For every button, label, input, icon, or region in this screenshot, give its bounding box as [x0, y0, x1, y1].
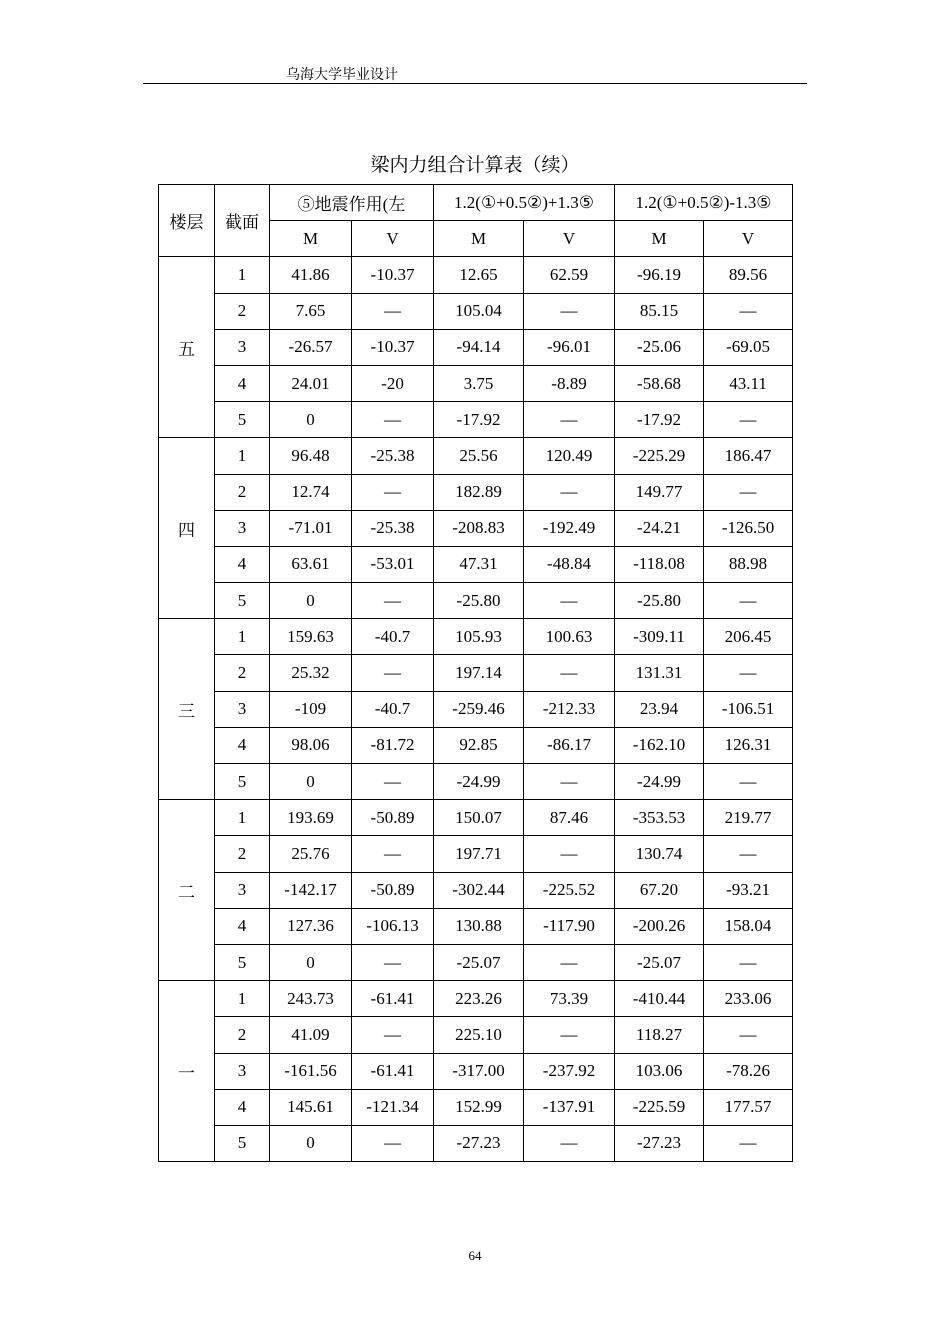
- section-number-cell: 1: [215, 438, 270, 474]
- value-cell: 159.63: [270, 619, 352, 655]
- value-cell: 225.10: [434, 1017, 524, 1053]
- value-cell: —: [704, 944, 793, 980]
- value-cell: -106.51: [704, 691, 793, 727]
- col-group-combo-minus: 1.2(①+0.5②)-1.3⑤: [615, 185, 793, 221]
- value-cell: —: [524, 944, 615, 980]
- section-number-cell: 3: [215, 329, 270, 365]
- value-cell: -237.92: [524, 1053, 615, 1089]
- table-row: [159, 1053, 793, 1089]
- value-cell: -200.26: [615, 908, 704, 944]
- section-number-cell: 2: [215, 474, 270, 510]
- value-cell: -71.01: [270, 510, 352, 546]
- value-cell: 149.77: [615, 474, 704, 510]
- table-row: [159, 981, 793, 1017]
- value-cell: —: [524, 293, 615, 329]
- section-number-cell: 2: [215, 293, 270, 329]
- value-cell: —: [524, 836, 615, 872]
- section-number-cell: 4: [215, 365, 270, 401]
- value-cell: —: [352, 293, 434, 329]
- value-cell: —: [704, 474, 793, 510]
- value-cell: 197.14: [434, 655, 524, 691]
- value-cell: -58.68: [615, 365, 704, 401]
- table-row: [159, 438, 793, 474]
- table-row: [159, 293, 793, 329]
- value-cell: -118.08: [615, 546, 704, 582]
- value-cell: 62.59: [524, 257, 615, 293]
- section-number-cell: 4: [215, 727, 270, 763]
- table-row: [159, 619, 793, 655]
- value-cell: 105.93: [434, 619, 524, 655]
- value-cell: 25.76: [270, 836, 352, 872]
- value-cell: -208.83: [434, 510, 524, 546]
- value-cell: -309.11: [615, 619, 704, 655]
- value-cell: -142.17: [270, 872, 352, 908]
- value-cell: 0: [270, 1125, 352, 1161]
- section-number-cell: 3: [215, 510, 270, 546]
- value-cell: -17.92: [615, 402, 704, 438]
- table-row: [159, 1125, 793, 1161]
- col-header-floor: 楼层: [159, 185, 215, 257]
- table-row: [159, 510, 793, 546]
- table-row: [159, 691, 793, 727]
- section-number-cell: 2: [215, 836, 270, 872]
- value-cell: -8.89: [524, 365, 615, 401]
- value-cell: 92.85: [434, 727, 524, 763]
- section-number-cell: 5: [215, 583, 270, 619]
- value-cell: -25.07: [434, 944, 524, 980]
- value-cell: —: [352, 655, 434, 691]
- value-cell: -225.59: [615, 1089, 704, 1125]
- value-cell: 158.04: [704, 908, 793, 944]
- value-cell: 3.75: [434, 365, 524, 401]
- value-cell: 105.04: [434, 293, 524, 329]
- table-row: [159, 257, 793, 293]
- section-number-cell: 4: [215, 908, 270, 944]
- table-row: [159, 872, 793, 908]
- value-cell: -93.21: [704, 872, 793, 908]
- value-cell: —: [704, 402, 793, 438]
- value-cell: 41.09: [270, 1017, 352, 1053]
- value-cell: -106.13: [352, 908, 434, 944]
- value-cell: —: [352, 764, 434, 800]
- value-cell: 197.71: [434, 836, 524, 872]
- value-cell: -20: [352, 365, 434, 401]
- table-row: [159, 655, 793, 691]
- value-cell: -24.99: [434, 764, 524, 800]
- value-cell: 88.98: [704, 546, 793, 582]
- value-cell: -26.57: [270, 329, 352, 365]
- table-row: [159, 800, 793, 836]
- beam-force-combination-table: [158, 184, 793, 1162]
- table-row: [159, 329, 793, 365]
- value-cell: 120.49: [524, 438, 615, 474]
- value-cell: 182.89: [434, 474, 524, 510]
- section-number-cell: 1: [215, 619, 270, 655]
- section-number-cell: 3: [215, 872, 270, 908]
- sub-header-v: V: [704, 221, 793, 257]
- value-cell: -25.80: [434, 583, 524, 619]
- value-cell: -162.10: [615, 727, 704, 763]
- value-cell: 12.65: [434, 257, 524, 293]
- value-cell: -50.89: [352, 800, 434, 836]
- value-cell: -69.05: [704, 329, 793, 365]
- value-cell: —: [524, 655, 615, 691]
- table-row: [159, 474, 793, 510]
- table-row: [159, 546, 793, 582]
- floor-label: 四: [159, 438, 215, 619]
- value-cell: 130.88: [434, 908, 524, 944]
- value-cell: -94.14: [434, 329, 524, 365]
- value-cell: 206.45: [704, 619, 793, 655]
- value-cell: 85.15: [615, 293, 704, 329]
- value-cell: -25.80: [615, 583, 704, 619]
- value-cell: -53.01: [352, 546, 434, 582]
- value-cell: -40.7: [352, 691, 434, 727]
- value-cell: 100.63: [524, 619, 615, 655]
- value-cell: -61.41: [352, 981, 434, 1017]
- value-cell: —: [524, 1125, 615, 1161]
- value-cell: 118.27: [615, 1017, 704, 1053]
- value-cell: —: [524, 1017, 615, 1053]
- value-cell: —: [352, 474, 434, 510]
- table-title: 梁内力组合计算表（续）: [370, 155, 580, 176]
- section-number-cell: 1: [215, 257, 270, 293]
- value-cell: -117.90: [524, 908, 615, 944]
- page-number: 64: [468, 1248, 482, 1263]
- value-cell: -25.06: [615, 329, 704, 365]
- value-cell: -161.56: [270, 1053, 352, 1089]
- value-cell: -96.19: [615, 257, 704, 293]
- value-cell: -25.07: [615, 944, 704, 980]
- table-body: [159, 257, 793, 1162]
- value-cell: 223.26: [434, 981, 524, 1017]
- value-cell: -24.99: [615, 764, 704, 800]
- value-cell: -109: [270, 691, 352, 727]
- section-number-cell: 4: [215, 546, 270, 582]
- value-cell: 96.48: [270, 438, 352, 474]
- value-cell: 127.36: [270, 908, 352, 944]
- table-row: [159, 727, 793, 763]
- value-cell: 177.57: [704, 1089, 793, 1125]
- value-cell: 67.20: [615, 872, 704, 908]
- value-cell: —: [352, 1125, 434, 1161]
- section-number-cell: 5: [215, 402, 270, 438]
- value-cell: -137.91: [524, 1089, 615, 1125]
- value-cell: 126.31: [704, 727, 793, 763]
- value-cell: 12.74: [270, 474, 352, 510]
- value-cell: —: [352, 836, 434, 872]
- section-number-cell: 3: [215, 1053, 270, 1089]
- value-cell: 25.32: [270, 655, 352, 691]
- section-number-cell: 2: [215, 655, 270, 691]
- value-cell: 0: [270, 583, 352, 619]
- value-cell: -17.92: [434, 402, 524, 438]
- table-row: [159, 583, 793, 619]
- section-number-cell: 1: [215, 981, 270, 1017]
- value-cell: 233.06: [704, 981, 793, 1017]
- value-cell: -86.17: [524, 727, 615, 763]
- value-cell: 193.69: [270, 800, 352, 836]
- page-header-text: 乌海大学毕业设计: [286, 68, 398, 83]
- header-rule: [143, 83, 807, 84]
- value-cell: -225.29: [615, 438, 704, 474]
- value-cell: 24.01: [270, 365, 352, 401]
- value-cell: -50.89: [352, 872, 434, 908]
- col-header-section: 截面: [215, 185, 270, 257]
- section-number-cell: 4: [215, 1089, 270, 1125]
- value-cell: 25.56: [434, 438, 524, 474]
- value-cell: 131.31: [615, 655, 704, 691]
- value-cell: —: [704, 1125, 793, 1161]
- value-cell: -25.38: [352, 510, 434, 546]
- section-number-cell: 1: [215, 800, 270, 836]
- value-cell: —: [524, 474, 615, 510]
- value-cell: -317.00: [434, 1053, 524, 1089]
- sub-header-m: M: [434, 221, 524, 257]
- value-cell: -302.44: [434, 872, 524, 908]
- value-cell: -121.34: [352, 1089, 434, 1125]
- value-cell: —: [704, 764, 793, 800]
- value-cell: —: [704, 583, 793, 619]
- header-row-groups: [159, 185, 793, 221]
- col-group-seismic: ⑤地震作用(左: [270, 185, 434, 221]
- value-cell: 98.06: [270, 727, 352, 763]
- col-group-combo-plus: 1.2(①+0.5②)+1.3⑤: [434, 185, 615, 221]
- value-cell: 7.65: [270, 293, 352, 329]
- table-row: [159, 1017, 793, 1053]
- value-cell: -10.37: [352, 329, 434, 365]
- section-number-cell: 5: [215, 764, 270, 800]
- sub-header-v: V: [524, 221, 615, 257]
- value-cell: -192.49: [524, 510, 615, 546]
- value-cell: -225.52: [524, 872, 615, 908]
- value-cell: —: [352, 402, 434, 438]
- value-cell: —: [524, 764, 615, 800]
- value-cell: -353.53: [615, 800, 704, 836]
- value-cell: —: [704, 1017, 793, 1053]
- value-cell: -27.23: [615, 1125, 704, 1161]
- value-cell: -10.37: [352, 257, 434, 293]
- value-cell: —: [704, 655, 793, 691]
- value-cell: -410.44: [615, 981, 704, 1017]
- sub-header-m: M: [270, 221, 352, 257]
- value-cell: —: [524, 583, 615, 619]
- value-cell: -61.41: [352, 1053, 434, 1089]
- table-row: [159, 402, 793, 438]
- table-row: [159, 1089, 793, 1125]
- value-cell: —: [704, 836, 793, 872]
- value-cell: -259.46: [434, 691, 524, 727]
- sub-header-v: V: [352, 221, 434, 257]
- table-row: [159, 764, 793, 800]
- value-cell: —: [352, 583, 434, 619]
- table-row: [159, 836, 793, 872]
- table-row: [159, 365, 793, 401]
- table-row: [159, 944, 793, 980]
- value-cell: —: [704, 293, 793, 329]
- floor-label: 三: [159, 619, 215, 800]
- floor-label: 一: [159, 981, 215, 1162]
- value-cell: -81.72: [352, 727, 434, 763]
- value-cell: 47.31: [434, 546, 524, 582]
- value-cell: -27.23: [434, 1125, 524, 1161]
- table-row: [159, 908, 793, 944]
- value-cell: 145.61: [270, 1089, 352, 1125]
- value-cell: 89.56: [704, 257, 793, 293]
- floor-label: 五: [159, 257, 215, 438]
- floor-label: 二: [159, 800, 215, 981]
- value-cell: —: [352, 944, 434, 980]
- section-number-cell: 5: [215, 1125, 270, 1161]
- value-cell: 219.77: [704, 800, 793, 836]
- value-cell: 103.06: [615, 1053, 704, 1089]
- value-cell: -126.50: [704, 510, 793, 546]
- value-cell: —: [352, 1017, 434, 1053]
- value-cell: 63.61: [270, 546, 352, 582]
- section-number-cell: 2: [215, 1017, 270, 1053]
- sub-header-m: M: [615, 221, 704, 257]
- value-cell: 87.46: [524, 800, 615, 836]
- value-cell: -25.38: [352, 438, 434, 474]
- value-cell: 73.39: [524, 981, 615, 1017]
- value-cell: -78.26: [704, 1053, 793, 1089]
- value-cell: 23.94: [615, 691, 704, 727]
- value-cell: 186.47: [704, 438, 793, 474]
- value-cell: 130.74: [615, 836, 704, 872]
- value-cell: —: [524, 402, 615, 438]
- value-cell: -24.21: [615, 510, 704, 546]
- value-cell: -40.7: [352, 619, 434, 655]
- value-cell: -48.84: [524, 546, 615, 582]
- value-cell: 0: [270, 402, 352, 438]
- section-number-cell: 3: [215, 691, 270, 727]
- value-cell: 243.73: [270, 981, 352, 1017]
- section-number-cell: 5: [215, 944, 270, 980]
- value-cell: 43.11: [704, 365, 793, 401]
- value-cell: 0: [270, 944, 352, 980]
- value-cell: 152.99: [434, 1089, 524, 1125]
- value-cell: -96.01: [524, 329, 615, 365]
- value-cell: 0: [270, 764, 352, 800]
- value-cell: 41.86: [270, 257, 352, 293]
- value-cell: 150.07: [434, 800, 524, 836]
- value-cell: -212.33: [524, 691, 615, 727]
